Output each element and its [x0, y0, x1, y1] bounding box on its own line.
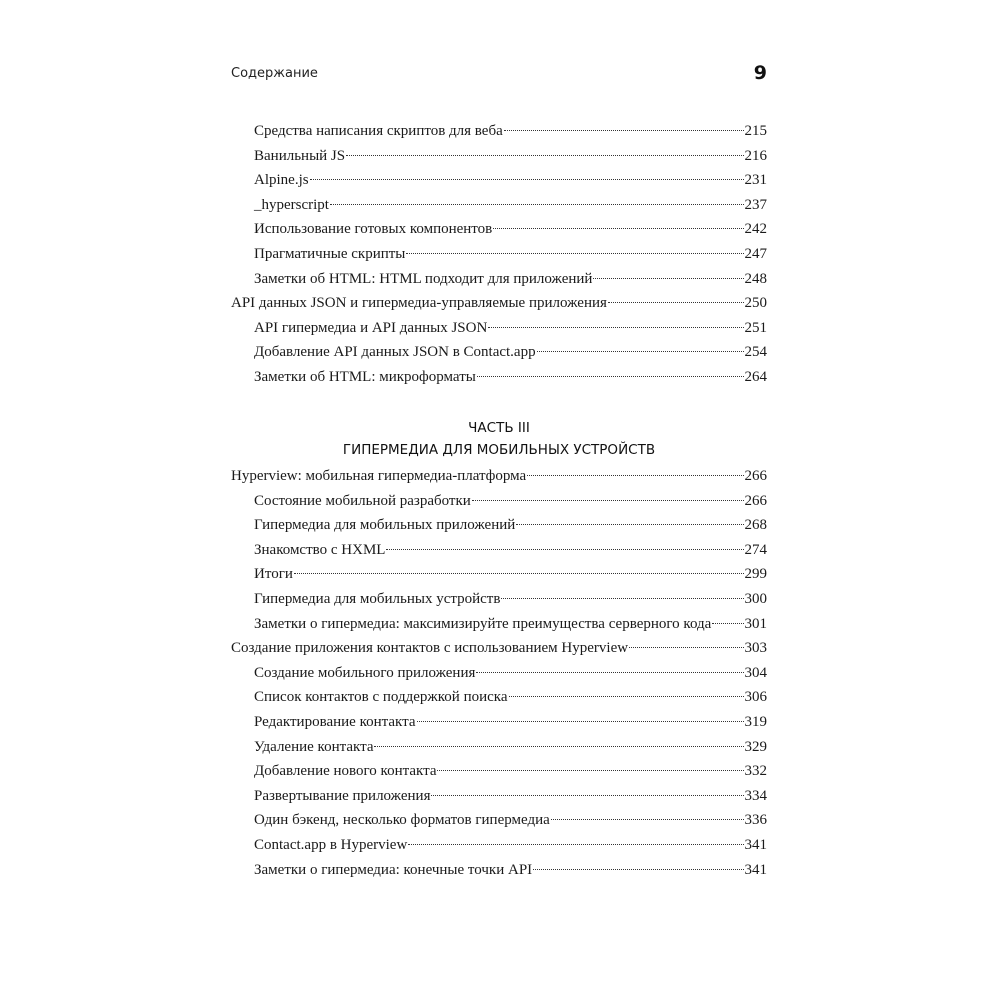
- toc-entry-page: 215: [744, 123, 767, 139]
- toc-entry-title: API данных JSON и гипермедиа-управляемые приложения: [231, 295, 607, 312]
- toc-entry: [231, 513, 767, 538]
- toc-entry-title: Редактирование контакта: [254, 713, 416, 730]
- toc-entry: [231, 242, 767, 267]
- toc-entry-title: Гипермедиа для мобильных приложений: [254, 517, 516, 534]
- toc-entry: [231, 365, 767, 390]
- toc-entry-page: 304: [744, 664, 767, 681]
- dot-leader: [406, 252, 743, 254]
- toc-entry: [231, 267, 767, 292]
- dot-leader: [374, 745, 743, 747]
- toc-entry-page: 274: [744, 541, 767, 558]
- dot-leader: [488, 326, 743, 328]
- toc-entry-page: 250: [744, 295, 767, 312]
- toc-entry: [231, 217, 767, 242]
- dot-leader: [516, 523, 743, 525]
- running-header: [231, 62, 767, 86]
- dot-leader: [608, 301, 744, 303]
- dot-leader: [629, 646, 743, 648]
- toc-entry: [231, 316, 767, 341]
- toc-entry-page: 303: [744, 640, 767, 657]
- toc-entry-page: 264: [744, 368, 767, 385]
- toc-entry-title: _hyperscript: [254, 196, 329, 213]
- dot-leader: [386, 548, 743, 550]
- toc-entry-page: 254: [744, 344, 767, 361]
- toc-entry-page: 231: [744, 172, 767, 189]
- dot-leader: [593, 277, 743, 279]
- toc-entry-page: 341: [744, 861, 767, 878]
- toc-entry-title: Знакомство с HXML: [254, 541, 386, 558]
- toc-entry: [231, 710, 767, 735]
- toc-entry: [231, 735, 767, 760]
- toc-entry-title: Итоги: [254, 566, 293, 583]
- toc-entry-page: 242: [744, 221, 767, 238]
- toc-entry-title: Удаление контакта: [254, 738, 374, 755]
- part-label: ЧАСТЬ III: [468, 420, 530, 436]
- toc-entry-page: 248: [744, 270, 767, 287]
- toc-entry-title: Contact.app в Hyperview: [254, 836, 408, 853]
- toc-entry-title: Использование готовых компонентов: [254, 221, 493, 238]
- toc-entry-title: Создание мобильного приложения: [254, 664, 476, 681]
- dot-leader: [551, 818, 744, 820]
- toc-entry-title: Создание приложения контактов с использованием Hyperview: [231, 640, 629, 657]
- toc-entry-page: 329: [744, 738, 767, 755]
- toc-entry: [231, 833, 767, 858]
- toc-entry: [231, 340, 767, 365]
- table-of-contents-section-1: [231, 119, 767, 390]
- part-heading: [231, 417, 767, 461]
- toc-entry: [231, 119, 767, 144]
- toc-entry: [231, 636, 767, 661]
- toc-entry: [231, 685, 767, 710]
- toc-entry-page: 336: [744, 812, 767, 829]
- toc-entry-page: 299: [744, 566, 767, 583]
- dot-leader: [431, 794, 743, 796]
- dot-leader: [417, 720, 744, 722]
- dot-leader: [476, 671, 743, 673]
- toc-entry-title: Развертывание приложения: [254, 787, 431, 804]
- toc-entry-page: 266: [744, 468, 767, 484]
- toc-entry: [231, 291, 767, 316]
- toc-entry: [231, 538, 767, 563]
- dot-leader: [346, 154, 743, 156]
- toc-entry-title: Один бэкенд, несколько форматов гипермедиа: [254, 812, 550, 829]
- toc-entry-page: 237: [744, 196, 767, 213]
- running-title: Содержание: [231, 66, 318, 81]
- toc-entry-title: Ванильный JS: [254, 147, 346, 164]
- toc-entry-page: 268: [744, 517, 767, 534]
- toc-entry-title: Гипермедиа для мобильных устройств: [254, 590, 501, 607]
- dot-leader: [501, 597, 743, 599]
- toc-entry-title: API гипермедиа и API данных JSON: [254, 319, 488, 336]
- toc-entry-title: Заметки о гипермедиа: максимизируйте преимущества серверного кода: [254, 615, 712, 632]
- toc-entry-title: Добавление API данных JSON в Contact.app: [254, 344, 536, 361]
- toc-entry-page: 332: [744, 763, 767, 780]
- toc-entry-page: 266: [744, 492, 767, 509]
- toc-entry-page: 306: [744, 689, 767, 706]
- toc-entry-title: Средства написания скриптов для веба: [254, 123, 503, 139]
- toc-entry: [231, 661, 767, 686]
- dot-leader: [504, 129, 744, 131]
- dot-leader: [509, 695, 744, 697]
- toc-entry: [231, 858, 767, 883]
- toc-entry: [231, 168, 767, 193]
- toc-entry-title: Состояние мобильной разработки: [254, 492, 471, 509]
- page-number: 9: [753, 62, 767, 84]
- toc-entry-title: Добавление нового контакта: [254, 763, 437, 780]
- dot-leader: [437, 769, 743, 771]
- toc-entry-page: 319: [744, 713, 767, 730]
- dot-leader: [712, 622, 743, 624]
- toc-entry-page: 341: [744, 836, 767, 853]
- dot-leader: [294, 572, 744, 574]
- toc-entry: [231, 464, 767, 489]
- toc-entry-page: 334: [744, 787, 767, 804]
- toc-entry-title: Alpine.js: [254, 172, 309, 189]
- toc-entry-title: Hyperview: мобильная гипермедиа-платформа: [231, 468, 527, 484]
- table-of-contents-section-2: [231, 464, 767, 882]
- toc-entry: [231, 562, 767, 587]
- toc-entry-page: 300: [744, 590, 767, 607]
- dot-leader: [330, 203, 744, 205]
- toc-entry-title: Заметки об HTML: микроформаты: [254, 368, 476, 385]
- toc-entry: [231, 784, 767, 809]
- toc-entry-title: Список контактов с поддержкой поиска: [254, 689, 508, 706]
- part-title: ГИПЕРМЕДИА ДЛЯ МОБИЛЬНЫХ УСТРОЙСТВ: [342, 442, 656, 458]
- dot-leader: [477, 375, 744, 377]
- toc-entry-page: 216: [744, 147, 767, 164]
- toc-entry: [231, 489, 767, 514]
- toc-entry-page: 251: [744, 319, 767, 336]
- toc-entry-page: 247: [744, 245, 767, 262]
- toc-entry: [231, 808, 767, 833]
- toc-entry: [231, 144, 767, 169]
- toc-entry: [231, 193, 767, 218]
- dot-leader: [533, 868, 743, 870]
- dot-leader: [310, 178, 744, 180]
- toc-entry: [231, 612, 767, 637]
- toc-entry-title: Прагматичные скрипты: [254, 245, 406, 262]
- toc-entry-title: Заметки об HTML: HTML подходит для приложений: [254, 270, 593, 287]
- toc-entry: [231, 587, 767, 612]
- dot-leader: [408, 843, 743, 845]
- dot-leader: [493, 227, 743, 229]
- dot-leader: [472, 499, 744, 501]
- toc-entry: [231, 759, 767, 784]
- toc-entry-page: 301: [744, 615, 767, 632]
- dot-leader: [527, 474, 743, 476]
- dot-leader: [537, 350, 744, 352]
- toc-entry-title: Заметки о гипермедиа: конечные точки API: [254, 861, 533, 878]
